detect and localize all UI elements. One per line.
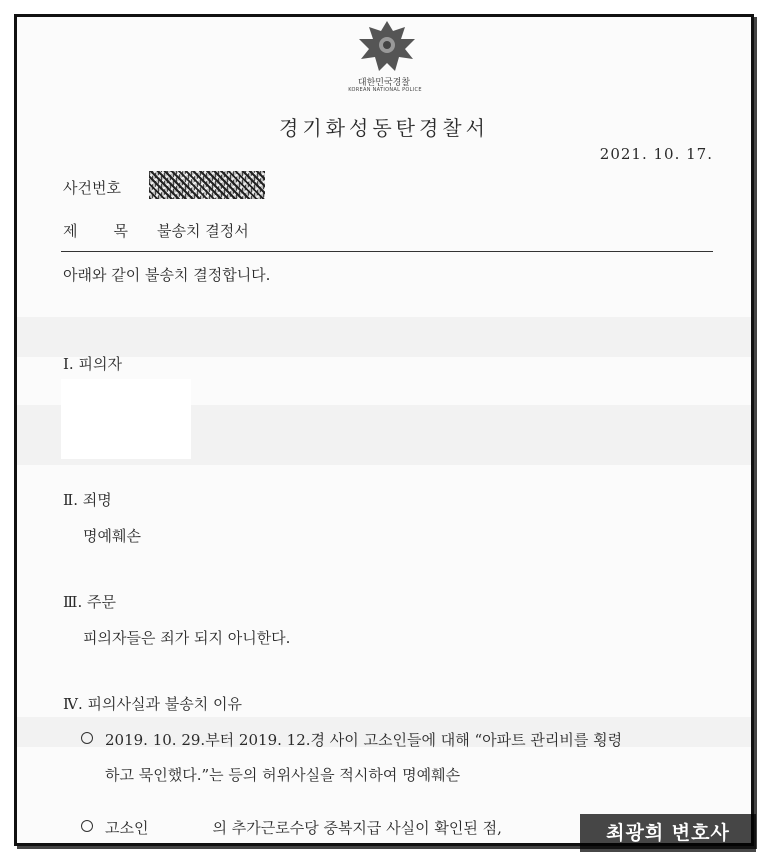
bullet-circle-icon [81, 732, 93, 744]
subject-label: 제 목 [63, 222, 130, 240]
bullet-circle-icon [81, 820, 93, 832]
intro-text: 아래와 같이 불송치 결정합니다. [63, 266, 271, 284]
suspect-redaction [61, 379, 191, 459]
section-facts-heading: Ⅳ. 피의사실과 불송치 이유 [63, 695, 242, 713]
facts-item-2-prefix: 고소인 [105, 819, 149, 837]
org-name-korean: 대한민국경찰 [357, 78, 411, 88]
subject-value: 불송치 결정서 [157, 222, 249, 240]
watermark-label: 최광희 변호사 [580, 814, 756, 852]
facts-item-2-rest: 의 추가근로수당 중복지급 사실이 확인된 점, [212, 819, 502, 837]
case-number-redacted [149, 171, 265, 199]
charge-text: 명예훼손 [83, 527, 141, 545]
header-divider [61, 251, 713, 252]
org-name-english: KOREAN NATIONAL POLICE [348, 87, 422, 93]
document-date: 2021. 10. 17. [599, 145, 713, 163]
police-emblem-icon [347, 17, 427, 77]
case-number-label: 사건번호 [63, 179, 121, 197]
document-page [14, 14, 754, 846]
order-text: 피의자들은 죄가 되지 아니한다. [83, 629, 291, 647]
scan-artifact [17, 317, 751, 357]
section-charge-heading: Ⅱ. 죄명 [63, 491, 112, 509]
facts-item-1 [81, 729, 622, 750]
facts-item-1-line-1: 2019. 10. 29.부터 2019. 12.경 사이 고소인들에 대해 “아파트 관리비를 횡령 [105, 731, 623, 749]
section-suspect-heading: Ⅰ. 피의자 [63, 355, 122, 373]
facts-item-2 [81, 817, 502, 838]
section-order-heading: Ⅲ. 주문 [63, 593, 116, 611]
station-title: 경기화성동탄경찰서 [279, 116, 489, 140]
facts-item-1-line-2: 하고 묵인했다.”는 등의 허위사실을 적시하여 명예훼손 [105, 766, 461, 784]
